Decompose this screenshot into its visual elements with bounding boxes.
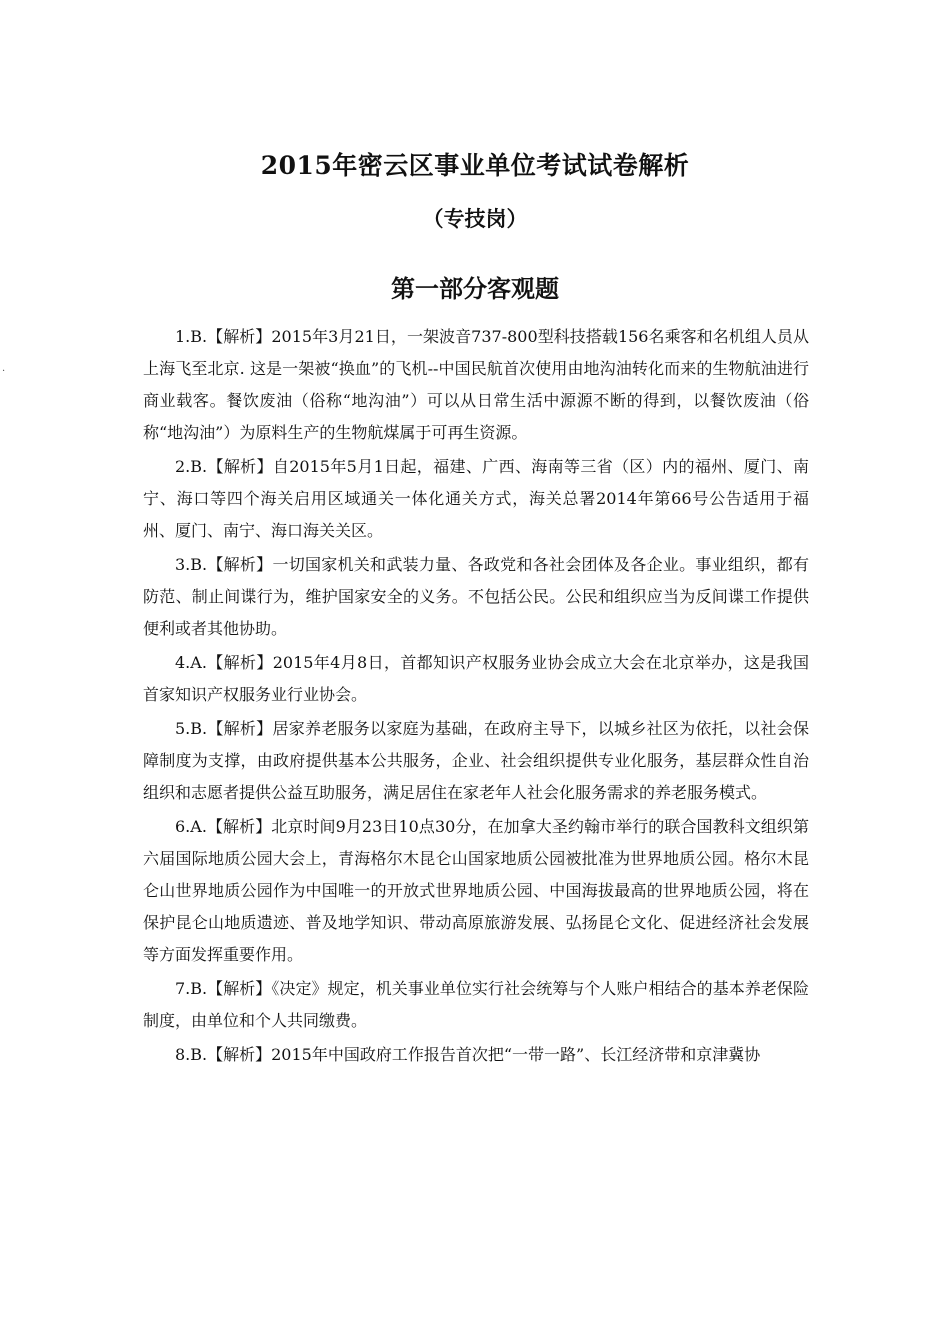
answer-item-2 <box>143 451 809 547</box>
answer-label: 5.B.【解析】 <box>175 719 273 738</box>
answer-text: 2015年4月8日，首都知识产权服务业协会成立大会在北京举办，这是我国首家知识产权服务业行业协会。 <box>143 653 809 704</box>
answer-label: 7.B.【解析】 <box>175 979 272 998</box>
document-title: 2015年密云区事业单位考试试卷解析 <box>260 151 690 180</box>
margin-mark: · <box>2 366 6 377</box>
answer-list <box>143 321 809 1073</box>
answer-item-4 <box>143 647 809 711</box>
answer-text: 2015年中国政府工作报告首次把“一带一路”、长江经济带和京津冀协 <box>271 1045 761 1064</box>
answer-label: 2.B.【解析】 <box>175 457 273 476</box>
answer-item-7 <box>143 973 809 1037</box>
answer-item-8 <box>143 1039 809 1071</box>
answer-text: 居家养老服务以家庭为基础，在政府主导下，以城乡社区为依托，以社会保障制度为支撑，由政府提供基本公共服务，企业、社会组织提供专业化服务，基层群众性自治组织和志愿者提供公益互助服务，满足居住在家老年人社会化服务需求的养老服务模式。 <box>143 719 809 802</box>
answer-text: 自2015年5月1日起，福建、广西、海南等三省（区）内的福州、厦门、南宁、海口等四个海关启用区域通关一体化通关方式，海关总署2014年第66号公告适用于福州、厦门、南宁、海口海关关区。 <box>143 457 809 540</box>
section-heading: 第一部分客观题 <box>391 274 559 303</box>
answer-item-5 <box>143 713 809 809</box>
answer-text: 一切国家机关和武装力量、各政党和各社会团体及各企业。事业组织，都有防范、制止间谍行为，维护国家安全的义务。不包括公民。公民和组织应当为反间谍工作提供便利或者其他协助。 <box>143 555 809 638</box>
answer-label: 1.B.【解析】 <box>175 327 272 346</box>
document-subtitle: （专技岗） <box>422 206 528 231</box>
answer-text: 2015年3月21日，一架波音737-800型科技搭载156名乘客和名机组人员从上海飞至北京. 这是一架被“换血”的飞机--中国民航首次使用由地沟油转化而来的生物航油进行商业载客。餐饮废油（俗称“地沟油”）可以从日常生活中源源不断的得到，以餐饮废油（俗称“地沟油”）为原料生产的生物航煤属于可再生资源。 <box>143 327 809 442</box>
answer-label: 4.A.【解析】 <box>175 653 273 672</box>
answer-item-3 <box>143 549 809 645</box>
answer-text: 北京时间9月23日10点30分，在加拿大圣约翰市举行的联合国教科文组织第六届国际地质公园大会上，青海格尔木昆仑山国家地质公园被批准为世界地质公园。格尔木昆仑山世界地质公园作为中国唯一的开放式世界地质公园、中国海拔最高的世界地质公园，将在保护昆仑山地质遗迹、普及地学知识、带动高原旅游发展、弘扬昆仑文化、促进经济社会发展等方面发挥重要作用。 <box>143 817 809 964</box>
answer-text: 《决定》规定，机关事业单位实行社会统筹与个人账户相结合的基本养老保险制度，由单位和个人共同缴费。 <box>143 979 809 1030</box>
answer-label: 8.B.【解析】 <box>175 1045 272 1064</box>
answer-label: 3.B.【解析】 <box>175 555 273 574</box>
answer-item-6 <box>143 811 809 971</box>
answer-label: 6.A.【解析】 <box>175 817 272 836</box>
answer-item-1 <box>143 321 809 449</box>
